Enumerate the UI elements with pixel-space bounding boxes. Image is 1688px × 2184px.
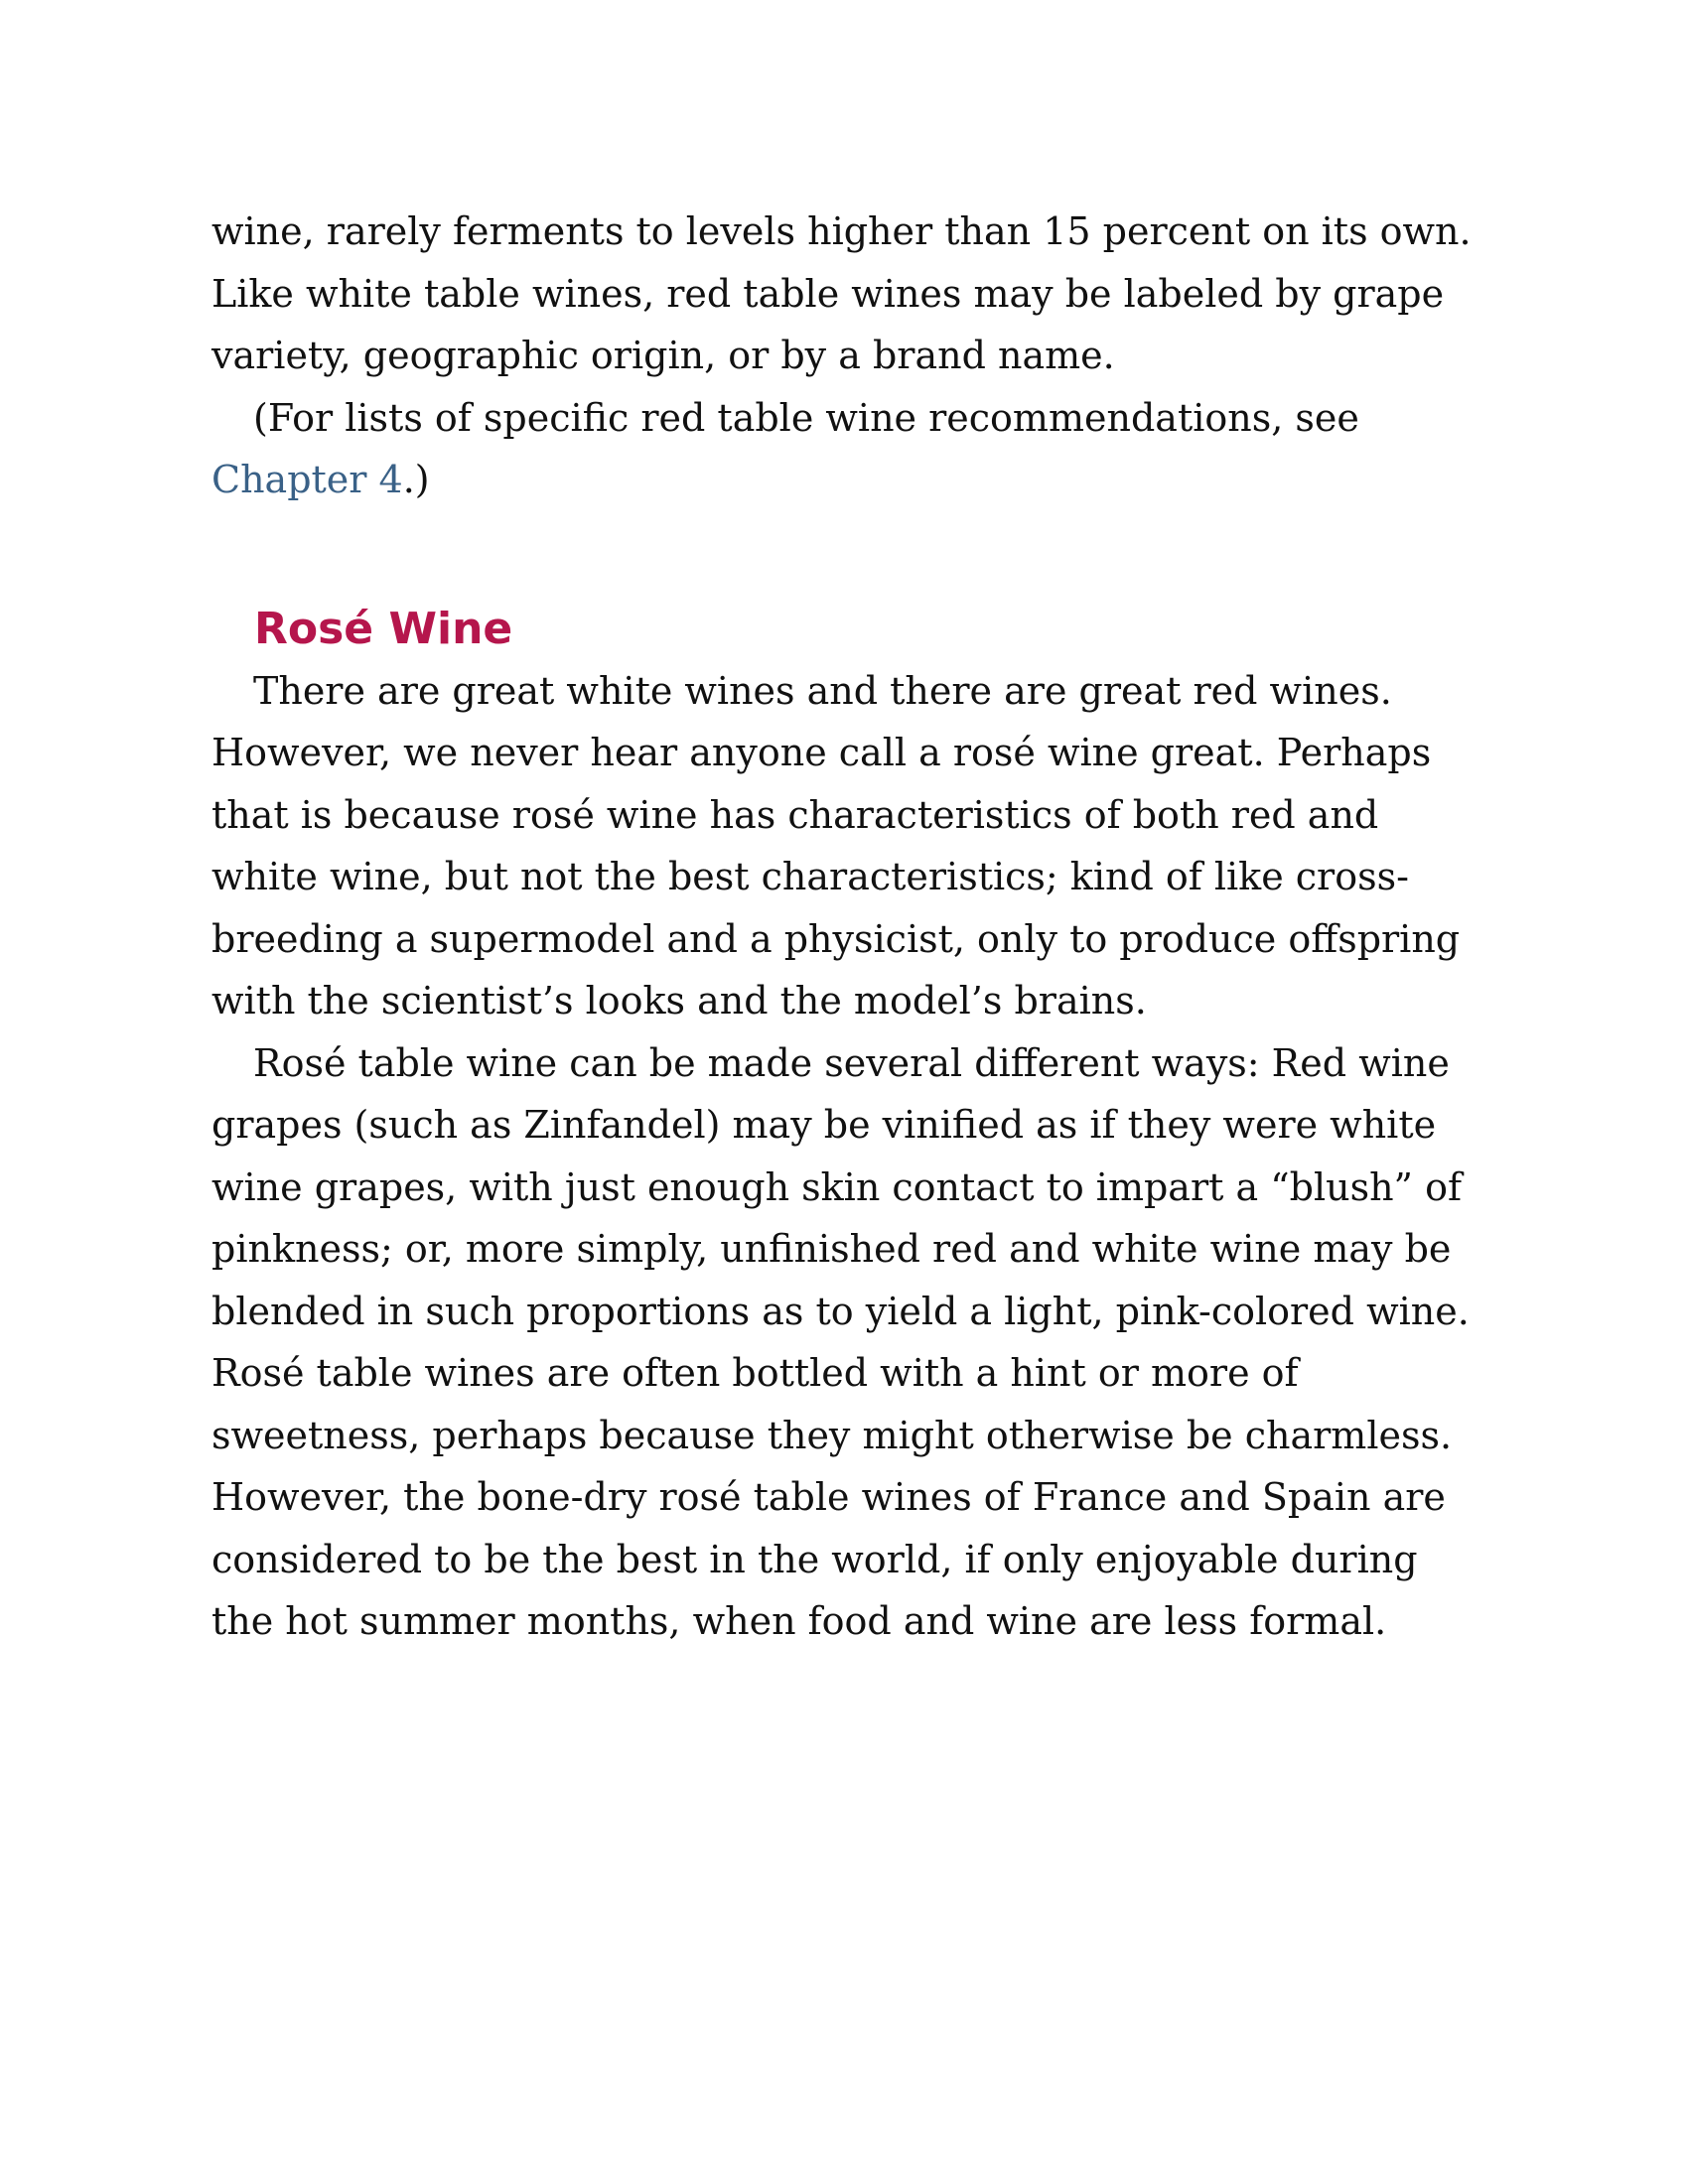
rose-paragraph-1: There are great white wines and there are great red wines. However, we never hear anyone call a rosé wine great. Perhaps that is because rosé wine has characteristics of both red and white wine, but not the best characteristics; kind of like cross-breeding a supermodel and a physicist, only to produce offspring with the scientist’s looks and the model’s brains. (211, 668, 1461, 1023)
rose-paragraph-2: Rosé table wine can be made several different ways: Red wine grapes (such as Zinfandel) may be vinified as if they were white wine grapes, with just enough skin contact to impart a “blush” of pinkness; or, more simply, unfinished red and white wine may be blended in such proportions as to yield a light, pink-colored wine. Rosé table wines are often bottled with a hint or more of sweetness, perhaps because they might otherwise be charmless. However, the bone-dry rosé table wines of France and Spain are considered to be the best in the world, if only enjoyable during the hot summer months, when food and wine are less formal. (211, 1040, 1470, 1643)
chapter-reference-paragraph (211, 387, 1473, 511)
section-heading-rose-wine: Rosé Wine (254, 603, 513, 654)
intro-paragraph: wine, rarely ferments to levels higher than 15 percent on its own. Like white table wines, red table wines may be labeled by grape variety, geographic origin, or by a brand name. (211, 209, 1472, 377)
reference-text-before: (For lists of specific red table wine recommendations, see (253, 395, 1359, 440)
chapter-4-link[interactable]: Chapter 4 (211, 458, 403, 501)
reference-text-after: .) (402, 458, 430, 501)
page-content (211, 201, 1473, 1653)
